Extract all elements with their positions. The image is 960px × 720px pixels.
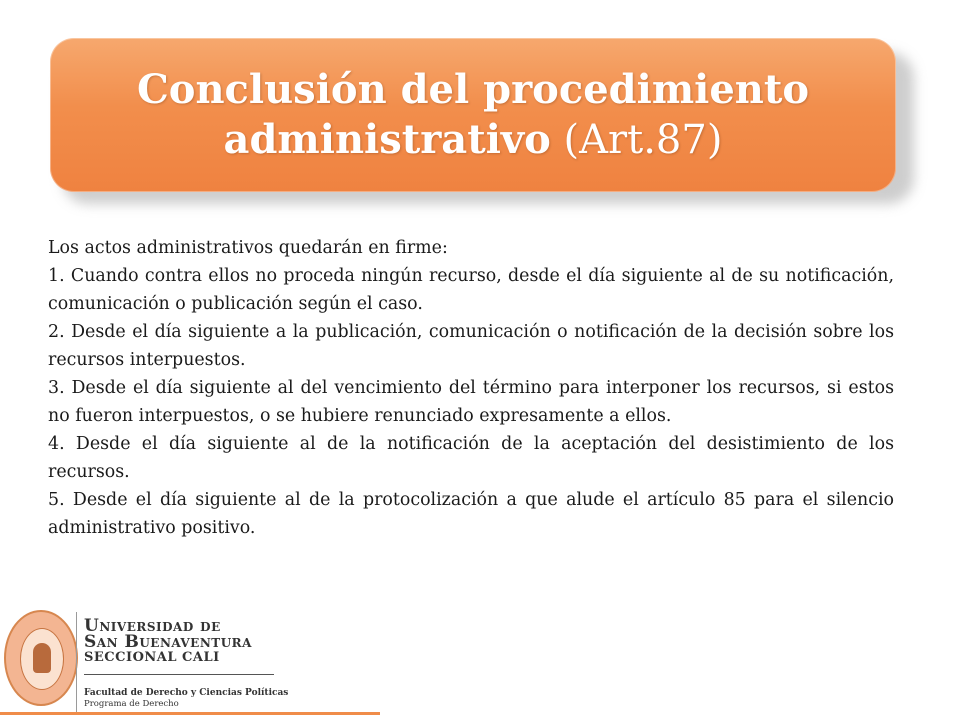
list-item: 2. Desde el día siguiente a la publicación, comunicación o notificación de la decisión sobre los recursos interpuestos. xyxy=(48,322,894,370)
body-text xyxy=(48,234,894,542)
program-name: Programa de Derecho xyxy=(84,699,179,709)
bottom-accent-line xyxy=(0,712,380,715)
title-line-2 xyxy=(224,115,723,165)
list-item: 5. Desde el día siguiente al de la protocolización a que alude el artículo 85 para el silencio administrativo positivo. xyxy=(48,490,894,538)
title-banner xyxy=(50,38,896,192)
title-article-ref: (Art.87) xyxy=(550,117,723,163)
university-logo xyxy=(0,604,380,720)
faculty-name: Facultad de Derecho y Ciencias Políticas xyxy=(84,688,289,698)
university-seal-icon xyxy=(4,610,78,706)
logo-rule xyxy=(84,674,274,675)
university-name xyxy=(84,618,252,666)
intro-paragraph: Los actos administrativos quedarán en firme: xyxy=(48,238,448,258)
list-item: 4. Desde el día siguiente al de la notificación de la aceptación del desistimiento de los recursos. xyxy=(48,434,894,482)
list-item: 1. Cuando contra ellos no proceda ningún recurso, desde el día siguiente al de su notificación, comunicación o publicación según el caso. xyxy=(48,266,894,314)
university-seccional: SECCIONAL CALI xyxy=(84,650,220,665)
title-line-1: Conclusión del procedimiento xyxy=(136,66,810,113)
university-name-line-2: San Buenaventura xyxy=(84,632,252,652)
list-item: 3. Desde el día siguiente al del vencimiento del término para interponer los recursos, si estos no fueron interpuestos, o se hubiere renunciado expresamente a ellos. xyxy=(48,378,894,426)
title-bold-part: administrativo xyxy=(223,116,551,163)
university-name-line-1: Universidad de xyxy=(84,616,221,636)
faculty-info xyxy=(84,688,288,710)
logo-divider xyxy=(76,612,77,712)
